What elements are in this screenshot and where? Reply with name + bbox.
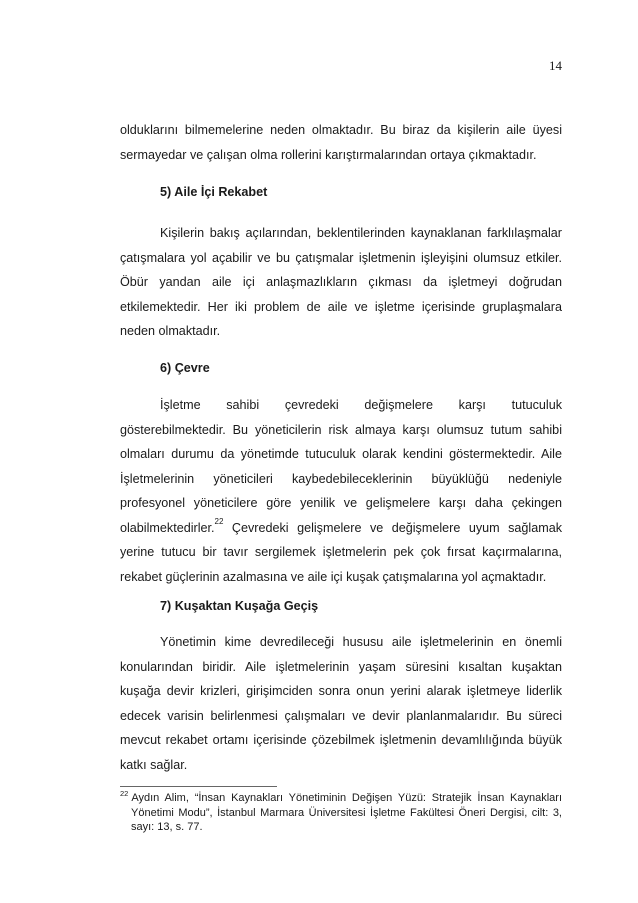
footnote xyxy=(120,791,562,835)
text-line: neden olmaktadır. xyxy=(120,324,221,338)
text-line: profesyonel yöneticilere göre yenilik ve gelişmelere karşı daha çekingen xyxy=(120,496,562,510)
footnote-reference: 22 xyxy=(214,517,224,527)
section-heading-kusaktan-kusaga-gecis xyxy=(120,596,562,616)
footnote-text: Aydın Alim, “İnsan Kaynakları Yönetiminin Değişen Yüzü: Stratejik İnsan Kaynakları xyxy=(131,792,562,804)
text-line: Kişilerin bakış açılarından, beklentilerinden kaynaklanan farklılaşmalar xyxy=(160,226,562,240)
text-line: katkı sağlar. xyxy=(120,757,188,772)
heading-text: 5) Aile İçi Rekabet xyxy=(160,185,268,199)
text-line: edecek varisin belirlenmesi çalışmaları ve devir planlanmalarıdır. Bu süreci xyxy=(120,708,562,723)
text-line: İşletmelerinin yöneticileri kaybedebileceklerinin büyüklüğü nedeniyle xyxy=(120,471,562,486)
paragraph-intro xyxy=(120,118,562,167)
text-fragment: Çevredeki gelişmelere ve değişmelere uyum sağlamak xyxy=(231,520,562,535)
paragraph-cevre xyxy=(120,393,562,589)
text-line-with-footnote xyxy=(120,516,562,541)
heading-text: 7) Kuşaktan Kuşağa Geçiş xyxy=(160,599,319,613)
text-line: Öbür yandan aile içi anlaşmazlıkların çıkması da işletmeyi doğrudan xyxy=(120,275,562,289)
footnote-line xyxy=(120,791,562,806)
footnote-line: sayı: 13, s. 77. xyxy=(131,821,203,833)
page-number: 14 xyxy=(549,58,562,73)
section-heading-aile-ici-rekabet xyxy=(120,182,562,202)
text-line: çatışmalara yol açabilir ve bu çatışmalar işletmenin işleyişini olumsuz etkiler. xyxy=(120,250,562,265)
text-line: konularından biridir. Aile işletmelerinin yaşam süresini kısaltan kuşaktan xyxy=(120,659,562,674)
text-line: mevcut rekabet ortamı içerisinde çözebilmek işletmenin devamlılığında büyük xyxy=(120,733,562,747)
text-line: İşletme sahibi çevredeki değişmelere karşı tutuculuk xyxy=(160,398,562,412)
text-line: etkilemektedir. Her iki problem de aile ve işletme içerisinde gruplaşmalara xyxy=(120,299,562,314)
text-line: gösterebilmektedir. Bu yöneticilerin risk almaya karşı olumsuz tutum sahibi xyxy=(120,422,562,437)
section-heading-cevre xyxy=(120,358,562,378)
text-fragment: olabilmektedirler. xyxy=(120,520,215,535)
text-line: yerine tutucu bir tavır sergilemek işletmelerin pek çok fırsat kaçırmalarına, xyxy=(120,545,562,559)
text-line: olmaları durumu da yönetimde tutuculuk olarak kendini göstermektedir. Aile xyxy=(120,447,562,461)
footnote-mark: 22 xyxy=(120,791,129,799)
paragraph-aile-ici-rekabet xyxy=(120,221,562,344)
paragraph-kusaktan-kusaga xyxy=(120,630,562,777)
footnote-line: Yönetimi Modu”, İstanbul Marmara Üniversitesi İşletme Fakültesi Öneri Dergisi, cilt: 3, xyxy=(131,806,562,819)
text-line: sermayedar ve çalışan olma rollerini karıştırmalarından ortaya çıkmaktadır. xyxy=(120,147,537,162)
text-line: olduklarını bilmemelerine neden olmaktadır. Bu biraz da kişilerin aile üyesi xyxy=(120,123,562,137)
text-line: rekabet güçlerinin azalmasına ve aile içi kuşak çatışmalarına yol açmaktadır. xyxy=(120,569,547,584)
heading-text: 6) Çevre xyxy=(160,361,210,375)
footnote-separator xyxy=(120,786,277,787)
text-line: kuşağa devir krizleri, girişimciden sonra onun yerini alarak işletmeye liderlik xyxy=(120,684,562,698)
text-line: Yönetimin kime devredileceği hususu aile işletmelerinin en önemli xyxy=(160,635,562,649)
